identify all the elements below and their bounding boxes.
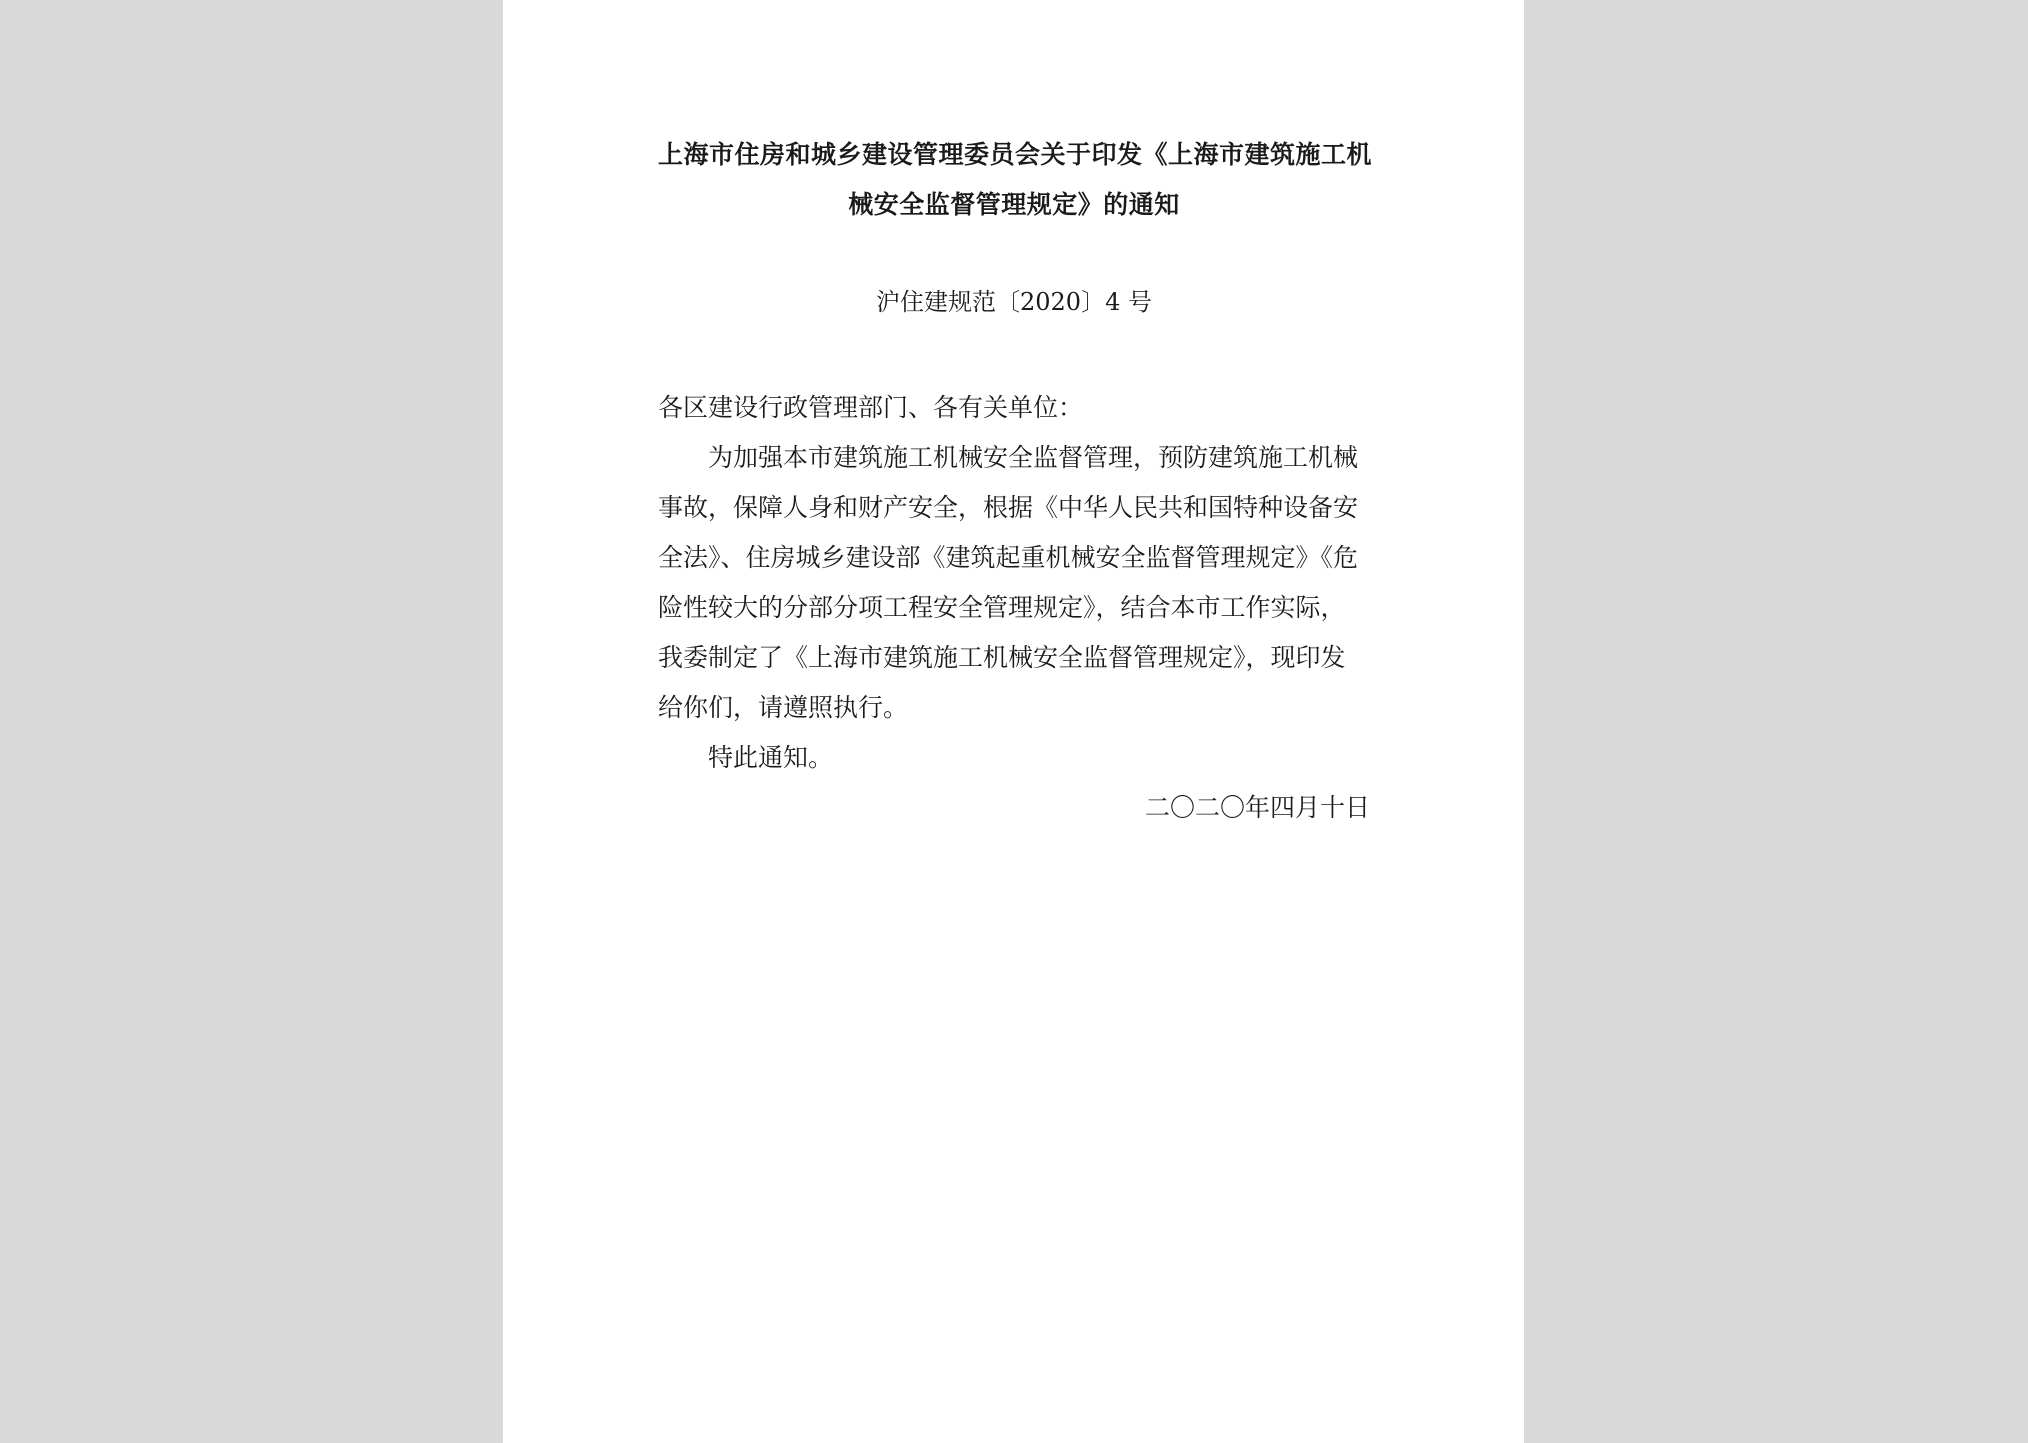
paragraph-line: 给你们，请遵照执行。 — [658, 693, 909, 722]
salutation: 各区建设行政管理部门、各有关单位： — [658, 393, 1084, 422]
paragraph-line: 事故，保障人身和财产安全，根据《中华人民共和国特种设备安 — [658, 493, 1359, 522]
document-date: 二〇二〇年四月十日 — [1144, 793, 1370, 822]
paragraph-line: 为加强本市建筑施工机械安全监督管理，预防建筑施工机械 — [708, 443, 1359, 472]
title-line-2: 械安全监督管理规定》的通知 — [848, 190, 1180, 219]
closing-line: 特此通知。 — [708, 743, 834, 772]
document-body — [658, 383, 1370, 833]
paragraph-line: 全法》、住房城乡建设部《建筑起重机械安全监督管理规定》《危 — [658, 543, 1359, 572]
paragraph-line: 我委制定了《上海市建筑施工机械安全监督管理规定》，现印发 — [658, 643, 1346, 672]
title-line-1: 上海市住房和城乡建设管理委员会关于印发《上海市建筑施工机 — [658, 140, 1373, 169]
document-page — [503, 0, 1524, 1443]
document-number: 沪住建规范〔2020〕4 号 — [876, 288, 1152, 316]
document-title — [658, 130, 1373, 230]
paragraph-line: 险性较大的分部分项工程安全管理规定》，结合本市工作实际， — [658, 593, 1346, 622]
